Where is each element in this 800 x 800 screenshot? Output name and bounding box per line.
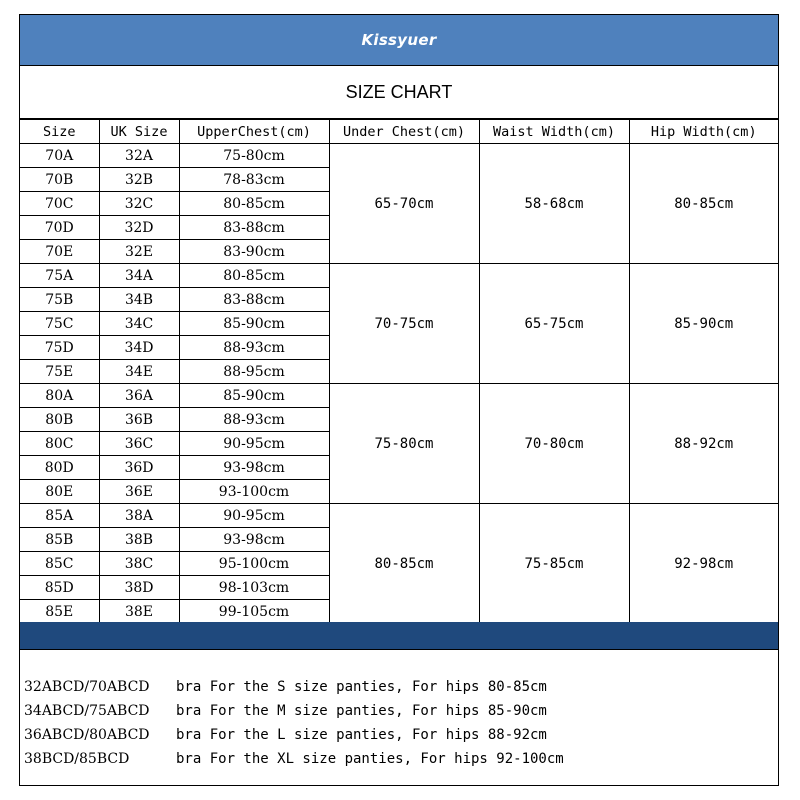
note-text: bra For the L size panties, For hips 88-92cm [176, 727, 547, 743]
note-text: bra For the M size panties, For hips 85-90cm [176, 703, 547, 719]
size-cell: 70D [20, 216, 99, 240]
brand-bar [20, 15, 778, 66]
table-body [20, 144, 778, 624]
note-sizes: 32ABCD/70ABCD [24, 679, 150, 695]
hip-width-cell: 80-85cm [629, 144, 778, 264]
waist-width-cell: 58-68cm [479, 144, 629, 264]
under-chest-cell: 80-85cm [329, 504, 479, 624]
header-hip-width: Hip Width(cm) [629, 120, 778, 144]
size-chart-frame [19, 14, 779, 786]
uk-size-cell: 34A [99, 264, 179, 288]
uk-size-cell: 36E [99, 480, 179, 504]
upper-chest-cell: 95-100cm [179, 552, 329, 576]
upper-chest-cell: 83-88cm [179, 288, 329, 312]
note-row [24, 675, 776, 699]
waist-width-cell: 75-85cm [479, 504, 629, 624]
size-notes [24, 675, 776, 771]
note-text: bra For the XL size panties, For hips 92-100cm [176, 751, 564, 767]
upper-chest-cell: 88-93cm [179, 336, 329, 360]
upper-chest-cell: 90-95cm [179, 504, 329, 528]
size-cell: 85D [20, 576, 99, 600]
uk-size-cell: 34D [99, 336, 179, 360]
uk-size-cell: 38D [99, 576, 179, 600]
under-chest-cell: 65-70cm [329, 144, 479, 264]
size-cell: 80C [20, 432, 99, 456]
table-row [20, 504, 778, 528]
upper-chest-cell: 78-83cm [179, 168, 329, 192]
uk-size-cell: 34C [99, 312, 179, 336]
waist-width-cell: 65-75cm [479, 264, 629, 384]
note-text: bra For the S size panties, For hips 80-85cm [176, 679, 547, 695]
size-cell: 85A [20, 504, 99, 528]
note-sizes: 38BCD/85BCD [24, 751, 130, 767]
uk-size-cell: 32E [99, 240, 179, 264]
uk-size-cell: 38C [99, 552, 179, 576]
hip-width-cell: 85-90cm [629, 264, 778, 384]
uk-size-cell: 32D [99, 216, 179, 240]
uk-size-cell: 36B [99, 408, 179, 432]
uk-size-cell: 34B [99, 288, 179, 312]
upper-chest-cell: 80-85cm [179, 264, 329, 288]
header-upper-chest: UpperChest(cm) [179, 120, 329, 144]
brand-name: Kissyuer [361, 31, 437, 49]
upper-chest-cell: 93-98cm [179, 456, 329, 480]
uk-size-cell: 36D [99, 456, 179, 480]
under-chest-cell: 70-75cm [329, 264, 479, 384]
footer-bar [20, 622, 778, 650]
page-title: SIZE CHART [345, 81, 453, 102]
title-row [20, 66, 778, 119]
table-row [20, 144, 778, 168]
size-cell: 75A [20, 264, 99, 288]
uk-size-cell: 36A [99, 384, 179, 408]
size-cell: 70C [20, 192, 99, 216]
note-sizes: 34ABCD/75ABCD [24, 703, 150, 719]
uk-size-cell: 36C [99, 432, 179, 456]
uk-size-cell: 34E [99, 360, 179, 384]
upper-chest-cell: 88-95cm [179, 360, 329, 384]
size-cell: 80B [20, 408, 99, 432]
hip-width-cell: 88-92cm [629, 384, 778, 504]
uk-size-cell: 38E [99, 600, 179, 624]
header-under-chest: Under Chest(cm) [329, 120, 479, 144]
waist-width-cell: 70-80cm [479, 384, 629, 504]
header-uk-size: UK Size [99, 120, 179, 144]
header-waist-width: Waist Width(cm) [479, 120, 629, 144]
upper-chest-cell: 85-90cm [179, 384, 329, 408]
size-cell: 75E [20, 360, 99, 384]
table-header-row [20, 120, 778, 144]
table-row [20, 384, 778, 408]
size-cell: 80D [20, 456, 99, 480]
header-size: Size [20, 120, 99, 144]
uk-size-cell: 32A [99, 144, 179, 168]
upper-chest-cell: 93-98cm [179, 528, 329, 552]
uk-size-cell: 32C [99, 192, 179, 216]
size-cell: 70A [20, 144, 99, 168]
size-cell: 70B [20, 168, 99, 192]
uk-size-cell: 38A [99, 504, 179, 528]
size-cell: 85E [20, 600, 99, 624]
upper-chest-cell: 83-90cm [179, 240, 329, 264]
under-chest-cell: 75-80cm [329, 384, 479, 504]
upper-chest-cell: 75-80cm [179, 144, 329, 168]
upper-chest-cell: 90-95cm [179, 432, 329, 456]
size-cell: 85B [20, 528, 99, 552]
size-cell: 80E [20, 480, 99, 504]
hip-width-cell: 92-98cm [629, 504, 778, 624]
size-cell: 80A [20, 384, 99, 408]
upper-chest-cell: 99-105cm [179, 600, 329, 624]
note-row [24, 699, 776, 723]
uk-size-cell: 38B [99, 528, 179, 552]
table-row [20, 264, 778, 288]
size-cell: 75C [20, 312, 99, 336]
size-cell: 75D [20, 336, 99, 360]
upper-chest-cell: 88-93cm [179, 408, 329, 432]
upper-chest-cell: 93-100cm [179, 480, 329, 504]
size-cell: 70E [20, 240, 99, 264]
upper-chest-cell: 83-88cm [179, 216, 329, 240]
upper-chest-cell: 98-103cm [179, 576, 329, 600]
note-sizes: 36ABCD/80ABCD [24, 727, 150, 743]
note-row [24, 747, 776, 771]
size-cell: 85C [20, 552, 99, 576]
upper-chest-cell: 85-90cm [179, 312, 329, 336]
note-row [24, 723, 776, 747]
upper-chest-cell: 80-85cm [179, 192, 329, 216]
uk-size-cell: 32B [99, 168, 179, 192]
size-cell: 75B [20, 288, 99, 312]
size-table [20, 119, 778, 624]
